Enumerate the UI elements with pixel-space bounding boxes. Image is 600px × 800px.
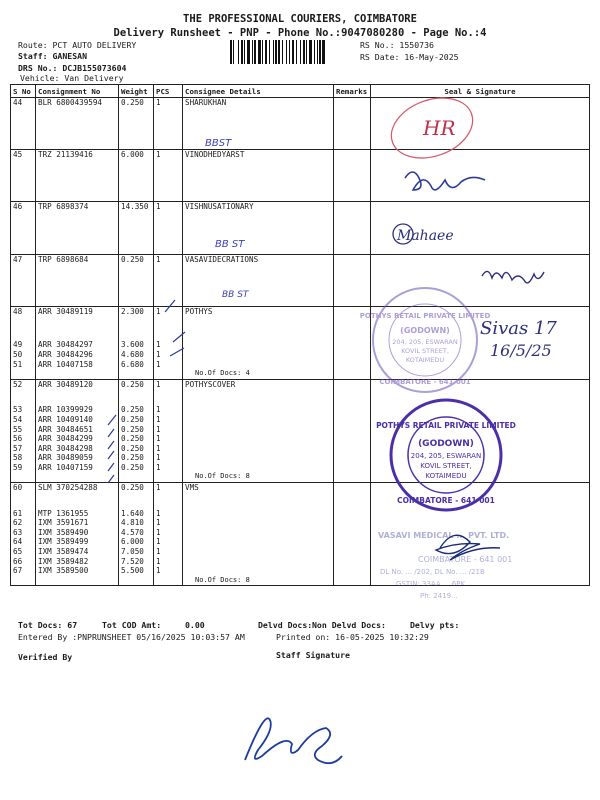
consignee-name: VISHNUSATIONARY: [183, 202, 334, 212]
svg-text:COIMBATORE - 641 001: COIMBATORE - 641 001: [397, 496, 495, 505]
cell: 1: [154, 415, 183, 425]
cell: 1: [154, 537, 183, 547]
cell: 1: [154, 405, 183, 415]
col-header: Seal & Signature: [371, 85, 590, 98]
cell: 48: [11, 306, 36, 316]
consignee-name: VMS: [183, 483, 334, 493]
cell: 59: [11, 463, 36, 473]
consignee-name: VASAVIDECRATIONS: [183, 254, 334, 264]
cell: 1: [154, 566, 183, 576]
cell: ARR 30484296: [36, 350, 119, 360]
cell: IXM 3589499: [36, 537, 119, 547]
cell: 7.520: [119, 557, 154, 567]
cell: 1.640: [119, 509, 154, 519]
route-label: Route: PCT AUTO DELIVERY: [18, 40, 137, 50]
staff-signature: [245, 718, 342, 763]
cell: ARR 30484297: [36, 340, 119, 350]
cell: 64: [11, 537, 36, 547]
cell: 1: [154, 202, 183, 212]
cell: 58: [11, 453, 36, 463]
cell: TRP 6898374: [36, 202, 119, 212]
vehicle-label: Vehicle: Van Delivery: [20, 73, 124, 83]
cell: 2.300: [119, 306, 154, 316]
cell: 45: [11, 150, 36, 160]
svg-text:Ph: 2419...: Ph: 2419...: [420, 592, 458, 600]
cell: ARR 30489059: [36, 453, 119, 463]
svg-text:DL No. ... /202, DL No. ... /2: DL No. ... /202, DL No. ... /21B: [380, 568, 485, 576]
cell: 1: [154, 434, 183, 444]
cell: 1: [154, 379, 183, 389]
cell: 46: [11, 202, 36, 212]
no-of-docs: No.Of Docs: 8: [183, 472, 334, 482]
signature-47: [482, 271, 544, 282]
consignee-name: POTHYSCOVER: [183, 379, 334, 389]
cell: 0.250: [119, 379, 154, 389]
cell: 52: [11, 379, 36, 389]
svg-text:KOTAIMEDU: KOTAIMEDU: [425, 472, 467, 480]
cell: ARR 10407158: [36, 360, 119, 370]
cell: TRZ 21139416: [36, 150, 119, 160]
svg-text:204, 205, ESWARAN: 204, 205, ESWARAN: [410, 452, 482, 460]
tot-docs: Tot Docs: 67: [18, 620, 78, 630]
rs-no-label: RS No.: 1550736: [360, 40, 434, 50]
cell: MTP 1361955: [36, 509, 119, 519]
drs-label: DRS No.: DCJB155073604: [18, 63, 127, 73]
page-subtitle: Delivery Runsheet - PNP - Phone No.:9047080280 - Page No.:4: [113, 27, 487, 39]
cell: 60: [11, 483, 36, 493]
col-header: Consignment No: [36, 85, 119, 98]
col-header: S No: [11, 85, 36, 98]
staff-signature-label: Staff Signature: [276, 650, 350, 660]
cell: 0.250: [119, 254, 154, 264]
tot-cod-value: 0.00: [185, 620, 205, 630]
cell: 1: [154, 528, 183, 538]
mahaee-signature: Mahaee: [397, 228, 454, 244]
no-of-docs: No.Of Docs: 8: [183, 576, 334, 586]
cell: 1: [154, 98, 183, 108]
cell: 1: [154, 557, 183, 567]
cell: IXM 3589500: [36, 566, 119, 576]
cell: IXM 3589482: [36, 557, 119, 567]
non-delvd-docs: Non Delvd Docs:: [312, 620, 386, 630]
svg-text:COIMBATORE - 641 001: COIMBATORE - 641 001: [418, 555, 513, 564]
cell: 50: [11, 350, 36, 360]
hr-signature: [383, 87, 481, 168]
no-of-docs: No.Of Docs: 4: [183, 369, 334, 379]
cell: 1: [154, 360, 183, 370]
delvd-docs: Delvd Docs:: [258, 620, 313, 630]
col-header: PCS: [154, 85, 183, 98]
cell: 4.810: [119, 518, 154, 528]
col-header: Weight: [119, 85, 154, 98]
cell: IXM 3589490: [36, 528, 119, 538]
cell: ARR 10407159: [36, 463, 119, 473]
cell: 49: [11, 340, 36, 350]
delvy-pts: Delvy pts:: [410, 620, 460, 630]
cell: 1: [154, 444, 183, 454]
svg-text:KOVIL STREET,: KOVIL STREET,: [401, 347, 449, 355]
svg-text:KOVIL STREET,: KOVIL STREET,: [420, 462, 472, 470]
tick-marks: [108, 300, 185, 483]
sivas-signature: Sivas 17: [480, 318, 557, 339]
entered-by: Entered By :PNPRUNSHEET 05/16/2025 10:03:57 AM: [18, 632, 245, 642]
svg-text:POTHYS RETAIL PRIVATE LIMITED: POTHYS RETAIL PRIVATE LIMITED: [376, 421, 516, 430]
cell: ARR 30484299: [36, 434, 119, 444]
cell: 7.050: [119, 547, 154, 557]
cell: ARR 30484298: [36, 444, 119, 454]
svg-text:POTHYS RETAIL PRIVATE LIMITED: POTHYS RETAIL PRIVATE LIMITED: [359, 312, 491, 320]
cell: 51: [11, 360, 36, 370]
cell: 61: [11, 509, 36, 519]
cell: 6.000: [119, 150, 154, 160]
svg-text:COIMBATORE - 641 001: COIMBATORE - 641 001: [379, 378, 471, 386]
cell: 0.250: [119, 453, 154, 463]
cell: 63: [11, 528, 36, 538]
cell: 1: [154, 306, 183, 316]
cell: 44: [11, 98, 36, 108]
sign-date: 16/5/25: [490, 341, 552, 360]
cell: 56: [11, 434, 36, 444]
printed-on: Printed on: 16-05-2025 10:32:29: [276, 632, 429, 642]
cell: 14.350: [119, 202, 154, 212]
cell: 66: [11, 557, 36, 567]
cell: 5.500: [119, 566, 154, 576]
cell: 0.250: [119, 98, 154, 108]
cell: 6.680: [119, 360, 154, 370]
bbst-mark-2: BB ST: [215, 239, 245, 250]
cell: 1: [154, 463, 183, 473]
svg-text:204, 205, ESWARAN: 204, 205, ESWARAN: [392, 338, 458, 346]
col-header: Remarks: [334, 85, 371, 98]
svg-text:(GODOWN): (GODOWN): [400, 326, 450, 335]
cell: ARR 30484651: [36, 425, 119, 435]
cell: 1: [154, 425, 183, 435]
cell: 6.000: [119, 537, 154, 547]
cell: BLR 6800439594: [36, 98, 119, 108]
consignee-name: SHARUKHAN: [183, 98, 334, 108]
cell: 1: [154, 509, 183, 519]
staff-label: Staff: GANESAN: [18, 51, 88, 61]
bbst-mark: BBST: [205, 138, 232, 149]
cell: 54: [11, 415, 36, 425]
cell: 4.680: [119, 350, 154, 360]
cell: 1: [154, 350, 183, 360]
cell: 1: [154, 254, 183, 264]
svg-text:VASAVI MEDICAL ... PVT. LTD.: VASAVI MEDICAL ... PVT. LTD.: [378, 531, 510, 540]
svg-text:GSTIN: 33AA ... 6PK: GSTIN: 33AA ... 6PK: [396, 580, 466, 588]
signature-45: [405, 172, 485, 190]
svg-text:(GODOWN): (GODOWN): [418, 439, 474, 449]
cell: 3.600: [119, 340, 154, 350]
tot-cod-label: Tot COD Amt:: [102, 620, 162, 630]
col-header: Consignee Details: [183, 85, 334, 98]
verified-by: Verified By: [18, 652, 73, 662]
bbst-mark-3: BB ST: [222, 290, 249, 300]
cell: 67: [11, 566, 36, 576]
cell: 4.570: [119, 528, 154, 538]
cell: 57: [11, 444, 36, 454]
cell: 1: [154, 150, 183, 160]
cell: 0.250: [119, 405, 154, 415]
cell: 1: [154, 547, 183, 557]
cell: 55: [11, 425, 36, 435]
cell: 62: [11, 518, 36, 528]
cell: SLM 370254288: [36, 483, 119, 493]
pothys-stamp-2: [376, 400, 516, 510]
cell: 47: [11, 254, 36, 264]
svg-text:KOTAIMEDU: KOTAIMEDU: [405, 356, 445, 364]
cell: 1: [154, 483, 183, 493]
cell: ARR 30489120: [36, 379, 119, 389]
cell: 0.250: [119, 444, 154, 454]
cell: IXM 3591671: [36, 518, 119, 528]
cell: ARR 30489119: [36, 306, 119, 316]
cell: ARR 10409140: [36, 415, 119, 425]
cell: TRP 6898684: [36, 254, 119, 264]
cell: 53: [11, 405, 36, 415]
cell: 0.250: [119, 425, 154, 435]
hr-text: HR: [423, 116, 456, 140]
cell: 0.250: [119, 415, 154, 425]
cell: 1: [154, 340, 183, 350]
consignee-name: VINODHEDYARST: [183, 150, 334, 160]
consignee-name: POTHYS: [183, 306, 334, 316]
cell: 65: [11, 547, 36, 557]
cell: 0.250: [119, 483, 154, 493]
cell: 1: [154, 518, 183, 528]
cell: IXM 3589474: [36, 547, 119, 557]
pothys-stamp-1: [360, 288, 491, 392]
cell: 1: [154, 453, 183, 463]
cell: 0.250: [119, 463, 154, 473]
cell: 0.250: [119, 434, 154, 444]
page-title: THE PROFESSIONAL COURIERS, COIMBATORE: [183, 13, 417, 25]
cell: ARR 10399929: [36, 405, 119, 415]
rs-date-label: RS Date: 16-May-2025: [360, 52, 459, 62]
